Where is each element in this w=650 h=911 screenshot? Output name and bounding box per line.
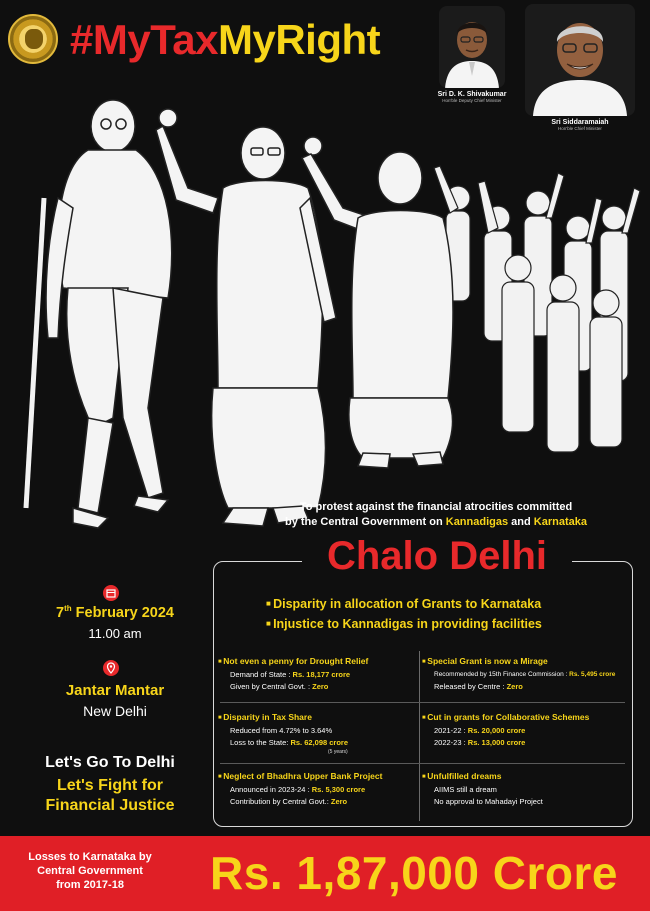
event-time: 11.00 am [88,626,142,641]
leader-name: Sri D. K. Shivakumar [437,91,507,98]
point-line: AIIMS still a dream [434,785,497,794]
event-date: 7th February 2024 [55,604,174,621]
protest-and: and [511,516,531,528]
chalo-bullet-grants: ■ Disparity in allocation of Grants to Karnataka [266,594,596,614]
losses-label: Losses to Karnataka by Central Government from 2017-18 [28,851,152,891]
chalo-delhi-title: Chalo Delhi [302,532,572,580]
losses-amount: Rs. 1,87,000 Crore [210,847,618,899]
leader-portrait-dks [439,6,505,88]
point-line: No approval to Mahadayi Project [434,797,543,806]
point-line: Loss to the State: Rs. 62,098 crore [230,738,349,747]
point-title: ■ Not even a penny for Drought Relief [218,655,418,669]
points-divider [419,651,420,821]
protest-line2-prefix: by the Central Government on [284,516,443,528]
chalo-bullet-injustice: ■ Injustice to Kannadigas in providing facilities [266,614,596,634]
hashtag-title [70,14,380,66]
hashtag-part1: #MyTax [70,16,218,63]
event-city: New Delhi [83,703,147,719]
point-line: Released by Centre : Zero [434,682,523,691]
calendar-icon [103,585,119,601]
location-pin-icon [103,660,119,676]
point-tax-share [218,711,418,755]
point-line: Announced in 2023-24 : Rs. 5,300 crore [230,785,366,794]
point-bhadra-project [218,770,418,808]
point-line: Given by Central Govt. : Zero [230,682,329,691]
point-line: Recommended by 15th Finance Commission : Rs. 5,495 crore [434,671,616,678]
point-line: 2022-23 : Rs. 13,000 crore [434,738,526,747]
points-divider [220,763,625,764]
point-line: Contribution by Central Govt.: Zero [230,797,348,806]
karnataka-highlight: Karnataka [533,516,587,528]
leader-name: Sri Siddaramaiah [551,119,609,126]
point-title: ■ Unfulfilled dreams [422,770,622,784]
protest-line2 [246,515,626,530]
point-line: Demand of State : Rs. 18,177 crore [230,670,351,679]
gandhi-figure [26,100,172,528]
hashtag-part2: MyRight [217,16,381,63]
point-unfulfilled-dreams [422,770,622,808]
point-title: ■ Disparity in Tax Share [218,711,418,725]
point-note: (5 years) [328,749,348,755]
point-title: ■ Cut in grants for Collaborative Schemes [422,711,632,725]
karnataka-emblem-icon [8,14,58,64]
chalo-bullets [266,594,596,634]
point-collaborative-schemes [422,711,632,749]
point-line: Reduced from 4.72% to 3.64% [230,726,333,735]
kannadigas-highlight: Kannadigas [445,516,509,528]
leader-role: Hon'ble Chief Minister [558,126,602,131]
slogan-line1: Let's Go To Delhi [45,754,175,771]
point-line: 2021-22 : Rs. 20,000 crore [434,726,526,735]
crowd-illustration [434,166,640,452]
protest-line1: To protest against the financial atrocities committed [299,501,573,513]
point-special-grant [422,655,632,693]
points-divider [220,702,625,703]
point-title: ■ Neglect of Bhadhra Upper Bank Project [218,770,418,784]
point-drought-relief [218,655,418,693]
slogan-line2: Let's Fight for Financial Justice [45,777,175,814]
march-illustration [18,88,648,538]
protest-statement [246,500,626,530]
leader-role: Hon'ble Deputy Chief Minister [442,98,502,103]
point-title: ■ Special Grant is now a Mirage [422,655,632,669]
event-venue: Jantar Mantar [65,682,165,699]
